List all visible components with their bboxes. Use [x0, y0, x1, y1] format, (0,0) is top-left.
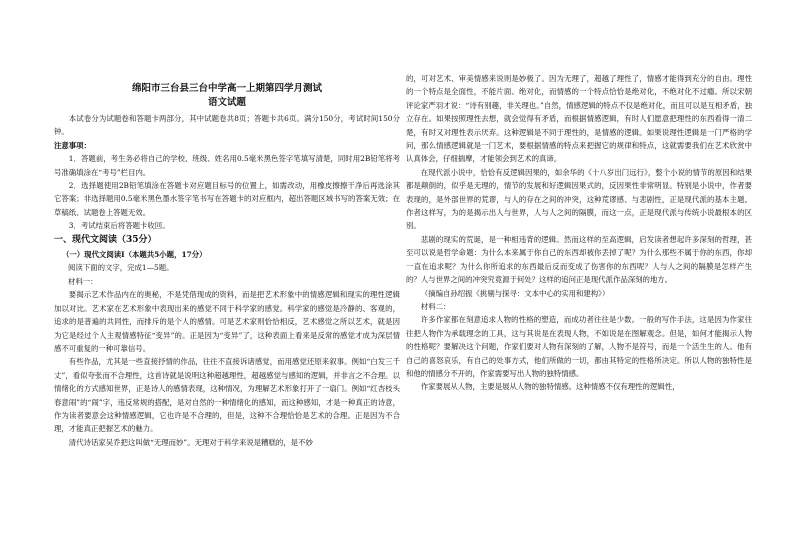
note-item: 3．考试结束后将答题卡收回。	[68, 221, 170, 231]
subsection-heading: （一）现代文阅读Ⅰ（本题共5小题，17分）	[62, 250, 207, 260]
body-paragraph: 许多作家都在刻意追求人物的性格的塑造，而成功者往往是少数。一般的写作手法，这是因为作家往往把人物作为承载理念的工具，这与其说是在表现人物，不如说是在图解观念。但是，如何才能揭示人物的性格呢？要解决这个问题，作家们要对人物有深刻的了解，人物不是符号，而是一个活生生的人。他有自己的喜怒哀乐，有自己的处事方式，他们所做的一切，都由其特定的性格所决定。所以人物的独特性是和他的情感分不开的，作家需要写出人物的独特情感。	[406, 315, 752, 378]
exam-subtitle: 语文试题	[207, 97, 246, 108]
right-column	[406, 72, 752, 394]
body-paragraph: 有些作品，尤其是一些直接抒情的作品，往往不直接诉诸感觉，而用感觉还原来叙事。例如“白发三千丈”，看似夸张而不合理性，这首诗就是说明这种超越理性，超越感觉与感知的逻辑，并非言之不合理。以情绪化的方式感知世界，正是诗人的感情表现，这种情况，为理解艺术形象打开了一扇门。例如“红杏枝头春意闹”的“闹”字，违反常规的搭配，是对自然的一种情绪化的感知，而这种感知，才是一种真正的诗意，作为读者要意会这种情感逻辑，它也许是不合理的，但是，这种不合理恰恰是艺术的合理。正是因为不合理，才能真正把握艺术的魅力。	[54, 357, 400, 434]
source-citation: （摘编自孙绍振《挑剔与探寻：文本中心的实用和建构》）	[420, 288, 610, 298]
body-paragraph: 作家要展从人物，主要是展从人物的独特情感。这种情感不仅有理性的逻辑性，	[420, 382, 680, 392]
note-item: 2．选择题使用2B铅笔填涂在答题卡对应题目标号的位置上，如需改动，用橡皮擦擦干净后再选涂其它答案；非选择题用0.5毫米黑色墨水签字笔书写在答题卡的对应框内，超出答题区域书写的答案无效；在草稿纸、试题卷上答题无效。	[54, 181, 400, 217]
body-paragraph: 的，可对艺术、审美情感来说则是妙极了。因为无理了，超越了理性了，情感才能得到充分的自由。理性的一个特点是全面性，不能片面、绝对化，而情感的一个特点恰恰是绝对化，不绝对化不过瘾。所以宋朝评论家严羽才说：“诗有别趣，非关理也。”自然，情感逻辑的特点不仅是绝对化，而且可以是互相矛盾，独立存在。如果按照理性去想，就会觉得有矛盾，而根据情感逻辑，有时人们愿意把理性的东西看得一清二楚，有时又对理性表示厌弃。这种逻辑是不同于理性的，是情感的逻辑。如果说理性逻辑是一门严格的学问，那么情感逻辑就是一门艺术，要根据情感的特点来把握它的规律和特点，这就需要我们在艺术欣赏中认真体会，仔细揣摩，才能领会到艺术的真谛。	[406, 74, 752, 164]
body-paragraph: 要揭示艺术作品内在的奥秘，不是凭借现成的资料，而是把艺术形象中的情感逻辑和现实的理性逻辑加以对比。艺术家在艺术形象中表现出来的感觉不同于科学家的感觉。科学家的感觉是冷静的、客观的，追求的是普遍的共同性，而排斥的是个人的感情。可是艺术家则恰恰相反，艺术感觉之所以艺术，就是因为它是经过个人主观情感特征“变异”的。正是因为“变异”了，这种表面上看来是反常的感觉才成为深层情感不可重复的一种可靠信号。	[54, 290, 400, 353]
notes-heading: 注意事项：	[54, 140, 91, 150]
body-paragraph: 清代诗话家吴乔把这叫做“无理而妙”。无理对于科学来说是糟糕的，是不妙	[68, 437, 313, 447]
note-item: 1．答题前，考生务必将自己的学校、班级、姓名用0.5毫米黑色签字笔填写清楚，同时用2B铅笔将考号准确填涂在“考号”栏目内。	[54, 154, 400, 177]
body-paragraph: 在现代派小说中，恰恰有反逻辑因果的，如余华的《十八岁出门远行》，整个小说的情节的原因和结果都是颠倒的，似乎是无理的，情节的发展和好逻辑因果式的，反因果性非常明显。特别是小说中，作者要表现的，是外部世界的荒谬，与人的存在之间的冲突，这种荒谬感、与悲剧性，正是现代派的基本主题。作者这样写，为的是揭示出人与世界，人与人之间的隔膜，而这一点，正是现代派与传统小说最根本的区别。	[406, 167, 752, 231]
exam-title: 绵阳市三台县三台中学高一上期第四学月测试	[131, 83, 322, 94]
section-heading: 一、现代文阅读（35分）	[54, 234, 157, 245]
left-column	[54, 72, 400, 449]
exam-intro: 本试卷分为试题卷和答题卡两部分，其中试题卷共8页；答题卡共6页。满分150分，考试时间150分钟。	[54, 114, 400, 137]
reading-instruction: 阅读下面的文字，完成1—5题。	[68, 263, 174, 273]
body-paragraph: 悲剧的现实的荒诞，是一种相违背的逻辑。然而这样的至高逻辑，启发读者想起许多深刻的哲理，甚至可以说是哲学命题：为什么本来属于你自己的东西却被你丢掉了呢？为什么那些不属于你的东西，你却一直在追求呢？为什么你所追求的东西最后反而变成了伤害你的东西呢？人与人之间的隔膜是怎样产生的？人与世界之间的冲突究竟源于何处？这样的追问正是现代派作品深刻的地方。	[406, 234, 752, 285]
material-label: 材料一：	[68, 276, 98, 286]
material-label: 材料二：	[420, 301, 451, 311]
